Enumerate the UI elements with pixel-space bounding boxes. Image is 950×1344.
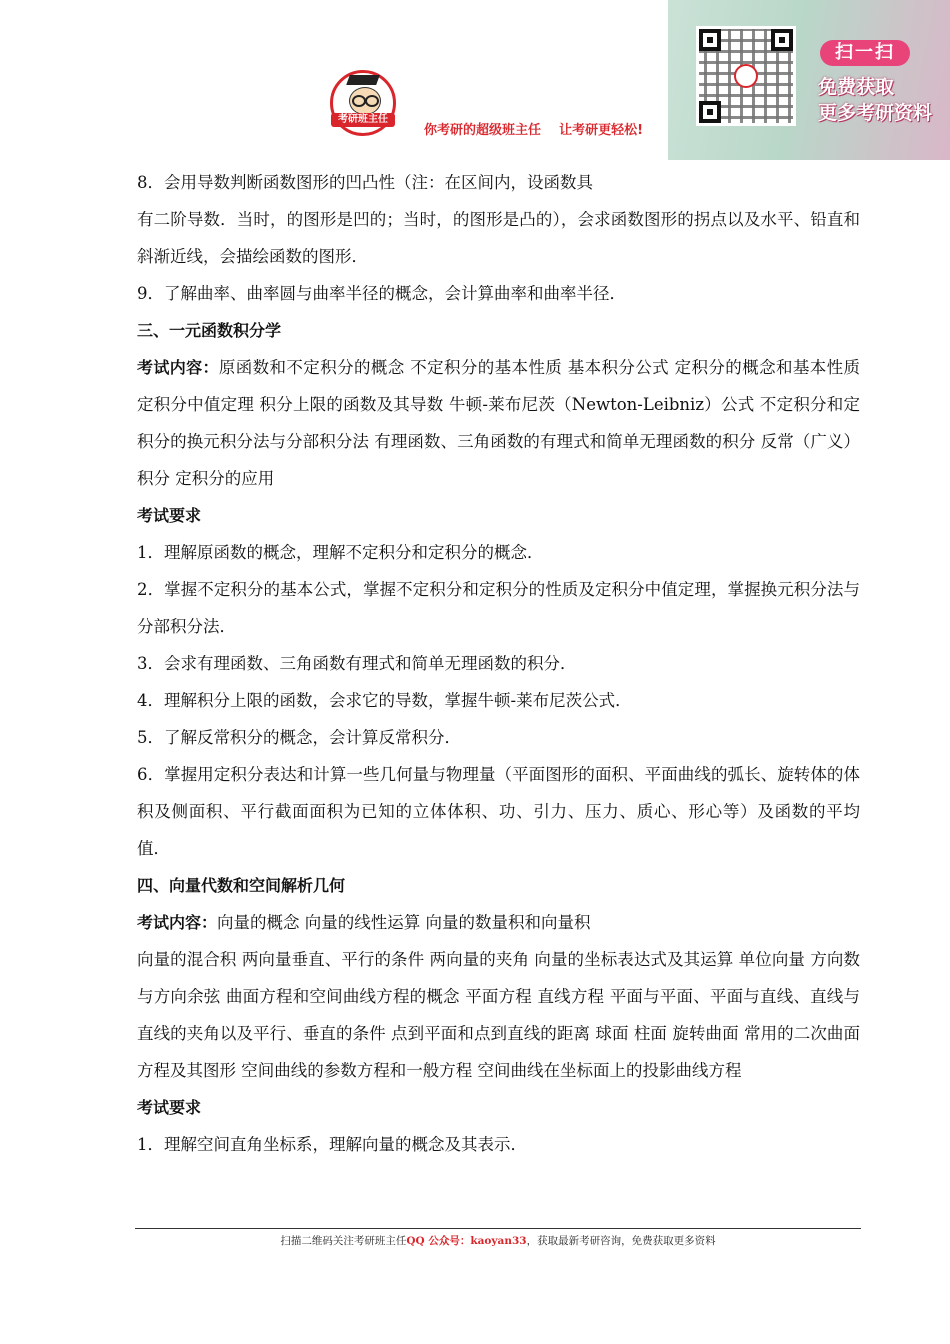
qr-code-icon[interactable] [696, 26, 796, 126]
list-item: 2．掌握不定积分的基本公式，掌握不定积分和定积分的性质及定积分中值定理，掌握换元积分法与分部积分法． [137, 580, 860, 636]
exam-content-label: 考试内容： [137, 913, 218, 932]
footer-qq-account: QQ 公众号：kaoyan33 [406, 1235, 527, 1247]
paragraph: 向量的混合积 两向量垂直、平行的条件 两向量的夹角 向量的坐标表达式及其运算 单位向量 方向数与方向余弦 曲面方程和空间曲线方程的概念 平面方程 直线方程 平面与平面、平面与直线、直线与直线的夹角以及平行、垂直的条件 点到平面和点到直线的距离 球面 柱面 旋转曲面 常用的二次曲面方程及其图形 空间曲线的参数方程和一般方程 空间曲线在坐标面上的投影曲线方程 [137, 950, 860, 1080]
glasses-icon [352, 95, 366, 107]
exam-content-paragraph [137, 904, 860, 941]
list-item: 5．了解反常积分的概念，会计算反常积分． [137, 728, 461, 747]
brand-logo [330, 70, 396, 136]
exam-requirements-heading: 考试要求 [137, 1098, 202, 1117]
paragraph: 9．了解曲率、曲率圆与曲率半径的概念，会计算曲率和曲率半径． [137, 284, 626, 303]
document-body [137, 164, 860, 1163]
paragraph: 有二阶导数．当时，的图形是凹的；当时，的图形是凸的），会求函数图形的拐点以及水平、铅直和斜渐近线，会描绘函数的图形． [137, 210, 860, 266]
header-slogan: 你考研的超级班主任 让考研更轻松! [424, 123, 644, 138]
list-item: 4．理解积分上限的函数，会求它的导数，掌握牛顿-莱布尼茨公式． [137, 691, 632, 710]
exam-content-text: 向量的概念 向量的线性运算 向量的数量积和向量积 [217, 913, 591, 932]
page-footer [135, 1233, 861, 1248]
graduation-cap-icon [346, 75, 380, 85]
exam-content-label: 考试内容： [137, 358, 219, 377]
exam-requirements-heading: 考试要求 [137, 506, 202, 525]
list-item: 3．会求有理函数、三角函数有理式和简单无理函数的积分． [137, 654, 577, 673]
exam-content-paragraph [137, 349, 860, 497]
paragraph: 8．会用导数判断函数图形的凹凸性（注：在区间内，设函数具 [137, 173, 593, 192]
qr-promo-banner [668, 0, 950, 160]
list-item: 1．理解空间直角坐标系，理解向量的概念及其表示． [137, 1135, 527, 1154]
footer-suffix: ，获取最新考研咨询，免费获取更多资料 [526, 1235, 716, 1247]
logo-text: 考研班主任 [331, 113, 395, 127]
promo-line-2: 更多考研资料 [818, 102, 933, 124]
scan-badge: 扫一扫 [820, 40, 910, 66]
section-heading: 三、一元函数积分学 [137, 321, 282, 340]
section-heading: 四、向量代数和空间解析几何 [137, 876, 346, 895]
glasses-icon [365, 95, 379, 107]
list-item: 6．掌握用定积分表达和计算一些几何量与物理量（平面图形的面积、平面曲线的弧长、旋转体的体积及侧面积、平行截面面积为已知的立体体积、功、引力、压力、质心、形心等）及函数的平均值． [137, 765, 860, 858]
promo-line-1: 免费获取 [818, 76, 895, 98]
exam-content-text: 原函数和不定积分的概念 不定积分的基本性质 基本积分公式 定积分的概念和基本性质 定积分中值定理 积分上限的函数及其导数 牛顿-莱布尼茨（Newton-Leibniz）公式 不定积分和定积分的换元积分法与分部积分法 有理函数、三角函数的有理式和简单无理函数的积分 反常（广义）积分 定积分的应用 [137, 358, 860, 488]
list-item: 1．理解原函数的概念，理解不定积分和定积分的概念． [137, 543, 544, 562]
footer-prefix: 扫描二维码关注考研班主任 [280, 1235, 407, 1247]
footer-divider [135, 1228, 861, 1229]
